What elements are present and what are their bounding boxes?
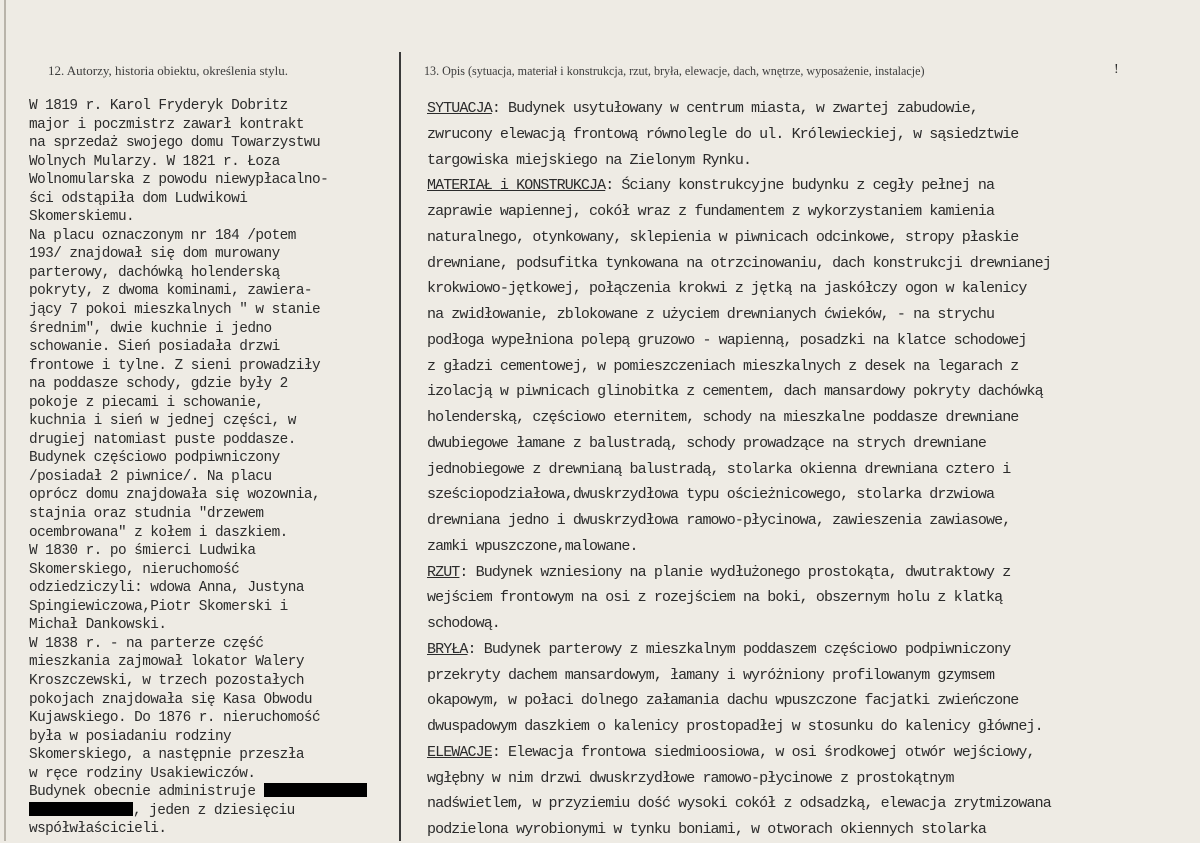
description-text: okapowym, w połaci dolnego załamania dachu wpuszczone facjatki zwieńczone (427, 692, 1019, 710)
description-line (427, 457, 1197, 483)
history-line: pokoje z piecami i schowanie, (29, 394, 264, 411)
description-line (427, 431, 1197, 457)
redaction-box (29, 802, 133, 816)
description-text: drewniana jedno i dwuskrzydłowa ramowo-płycinowa, zawieszenia zawiasowe, (427, 512, 1011, 529)
description-line (427, 328, 1197, 354)
history-text: Budynek obecnie administruje (29, 784, 264, 801)
description-text: zwrucony elewacją frontową równolegle do ul. Królewieckiej, w sąsiedztwie (427, 125, 1019, 143)
description-text: schodową. (427, 615, 500, 632)
section-heading: RZUT (427, 563, 460, 581)
description-text: przekryty dachem mansardowym, łamany i wyróżniony profilowanym gzymsem (427, 666, 995, 684)
description-text: izolacją w piwnicach glinobitka z cementem, dach mansardowy pokryty dachówką (427, 383, 1043, 401)
column-divider (399, 52, 401, 841)
description-line (427, 714, 1197, 740)
history-line: ści odstąpiła dom Ludwikowi (29, 190, 248, 207)
description-text: : Budynek usytułowany w centrum miasta, w zwartej zabudowie, (491, 100, 978, 117)
description-line (427, 508, 1197, 534)
description-text: nadświetlem, w przyziemiu dość wysoki cokół z odsadzką, elewacja zrytmizowana (427, 795, 1051, 813)
description-line (427, 585, 1197, 611)
history-line: major i poczmistrz zawarł kontrakt (29, 116, 304, 133)
history-line: Wolnomularska z powodu niewypłacalno- (29, 172, 329, 189)
description-text: krokwiowo-jętkowej, połączenia krokwi z jętką na jaskółczy ogon w kalenicy (427, 280, 1027, 298)
history-line: Skomerskiemu. (29, 209, 135, 226)
description-column (427, 96, 1197, 843)
history-line: parterowy, dachówką holenderską (29, 264, 280, 281)
description-line (427, 560, 1197, 586)
history-column (29, 97, 397, 839)
description-line (427, 148, 1197, 174)
description-line (427, 199, 1197, 225)
history-line: Na placu oznaczonym nr 184 /potem (29, 227, 296, 244)
description-line (427, 740, 1197, 766)
history-line: pokryty, z dwoma kominami, zawiera- (29, 283, 313, 300)
history-line (29, 783, 397, 802)
margin-mark: ! (1114, 62, 1119, 77)
description-line (427, 251, 1197, 277)
description-text: podzielona wyrobionymi w tynku boniami, w otworach okiennych stolarka (427, 821, 987, 838)
history-line: Budynek częściowo podpiwniczony (29, 450, 280, 467)
history-line: na sprzedaż swojego domu Towarzystwu (29, 135, 321, 152)
history-line: Wolnych Mularzy. W 1821 r. Łoza (29, 153, 280, 170)
description-line (427, 225, 1197, 251)
description-text: : Budynek wzniesiony na planie wydłużonego prostokąta, dwutraktowy z (459, 563, 1011, 581)
history-line: pokojach znajdowała się Kasa Obwodu (29, 691, 313, 708)
description-text: targowiska miejskiego na Zielonym Rynku. (427, 151, 752, 169)
description-text: sześciopodziałowa,dwuskrzydłowa typu ościeżnicowego, stolarka drzwiowa (427, 486, 995, 504)
section-13-header: 13. Opis (sytuacja, materiał i konstrukcja, rzut, bryła, elewacje, dach, wnętrze, wyposażenie, instalacje) (424, 63, 925, 78)
description-line (427, 276, 1197, 302)
description-text: zaprawie wapiennej, cokół wraz z fundamentem z wykorzystaniem kamienia (427, 203, 995, 220)
history-line: współwłaścicieli. (29, 821, 167, 838)
history-line: mieszkania zajmował lokator Walery (29, 654, 304, 671)
description-line (427, 302, 1197, 328)
history-line: była w posiadaniu rodziny (29, 728, 232, 745)
history-line (29, 802, 397, 821)
history-text: , jeden z dziesięciu (133, 802, 295, 819)
history-line: średnim", dwie kuchnie i jedno (29, 320, 272, 337)
history-line: Spingiewiczowa,Piotr Skomerski i (29, 598, 288, 615)
description-text: : Budynek parterowy z mieszkalnym poddaszem częściowo podpiwniczony (467, 640, 1011, 658)
description-line (427, 663, 1197, 689)
history-line: 193/ znajdował się dom murowany (29, 246, 280, 263)
description-line (427, 122, 1197, 148)
description-text: wgłębny w nim drzwi dwuskrzydłowe ramowo-płycinowe z prostokątnym (427, 769, 954, 787)
history-line: kuchnia i sień w jednej części, w (29, 413, 296, 430)
description-text: : Elewacja frontowa siedmioosiowa, w osi środkowej otwór wejściowy, (491, 743, 1035, 761)
section-heading: BRYŁA (427, 640, 468, 658)
description-text: naturalnego, otynkowany, sklepienia w piwnicach odcinkowe, stropy płaskie (427, 228, 1019, 246)
description-line (427, 534, 1197, 560)
history-line: oprócz domu znajdowała się wozownia, (29, 487, 321, 504)
section-12-header: 12. Autorzy, historia obiektu, określenia stylu. (48, 63, 288, 78)
description-text: wejściem frontowym na osi z rozejściem na boki, obszernym holu z klatką (427, 589, 1003, 607)
description-text: jednobiegowe z drewnianą balustradą, stolarka okienna drewniana cztero i (427, 460, 1011, 478)
description-line (427, 817, 1197, 843)
history-line: jący 7 pokoi mieszkalnych " w stanie (29, 302, 321, 319)
history-line: W 1819 r. Karol Fryderyk Dobritz (29, 98, 288, 114)
description-line (427, 405, 1197, 431)
section-heading: SYTUACJA (427, 100, 492, 117)
history-line: Skomerskiego, nieruchomość (29, 561, 240, 578)
history-line: na poddasze schody, gdzie były 2 (29, 376, 288, 393)
description-text: dwubiegowe łamane z balustradą, schody prowadzące na strych drewniane (427, 434, 987, 452)
description-text: drewniane, podsufitka tynkowana na otrzcinowaniu, dach konstrukcji drewnianej (427, 254, 1051, 272)
description-line (427, 791, 1197, 817)
description-text: : Ściany konstrukcyjne budynku z cegły pełnej na (605, 177, 995, 195)
description-line (427, 766, 1197, 792)
history-line: w ręce rodziny Usakiewiczów. (29, 765, 256, 782)
history-line: frontowe i tylne. Z sieni prowadziły (29, 357, 321, 374)
history-line: drugiej natomiast puste poddasze. (29, 431, 296, 448)
description-text: podłoga wypełniona polepą gruzowo - wapienną, posadzki na klatce schodowej (427, 331, 1027, 349)
description-line (427, 96, 1197, 122)
description-line (427, 379, 1197, 405)
description-line (427, 354, 1197, 380)
history-line: W 1830 r. po śmierci Ludwika (29, 543, 256, 560)
history-line: Kujawskiego. Do 1876 r. nieruchomość (29, 710, 321, 727)
section-heading: ELEWACJE (427, 743, 492, 761)
description-text: zamki wpuszczone,malowane. (427, 537, 638, 555)
description-text: z gładzi cementowej, w pomieszczeniach mieszkalnych z desek na legarach z (427, 357, 1019, 375)
page-edge (4, 0, 6, 841)
description-text: dwuspadowym daszkiem o kalenicy prostopadłej w stosunku do kalenicy głównej. (427, 718, 1043, 735)
redaction-box (264, 783, 367, 797)
description-line (427, 637, 1197, 663)
history-line: /posiadał 2 piwnice/. Na placu (29, 468, 272, 485)
description-line (427, 611, 1197, 637)
history-line: Skomerskiego, a następnie przeszła (29, 747, 304, 764)
description-line (427, 688, 1197, 714)
description-text: holenderską, częściowo eternitem, schody na mieszkalne poddasze drewniane (427, 409, 1019, 426)
description-line (427, 482, 1197, 508)
history-line: Michał Dankowski. (29, 617, 167, 634)
history-line: W 1838 r. - na parterze część (29, 635, 264, 652)
history-line: Kroszczewski, w trzech pozostałych (29, 672, 304, 689)
history-line: ocembrowana" z kołem i daszkiem. (29, 524, 288, 541)
history-line: stajnia oraz studnia "drzewem (29, 506, 264, 523)
description-text: na zwidłowanie, zblokowane z użyciem drewnianych ćwieków, - na strychu (427, 306, 995, 323)
history-line: odziedziczyli: wdowa Anna, Justyna (29, 580, 304, 597)
history-line: schowanie. Sień posiadała drzwi (29, 339, 280, 356)
description-line (427, 173, 1197, 199)
section-heading: MATERIAŁ i KONSTRUKCJA (427, 177, 606, 195)
